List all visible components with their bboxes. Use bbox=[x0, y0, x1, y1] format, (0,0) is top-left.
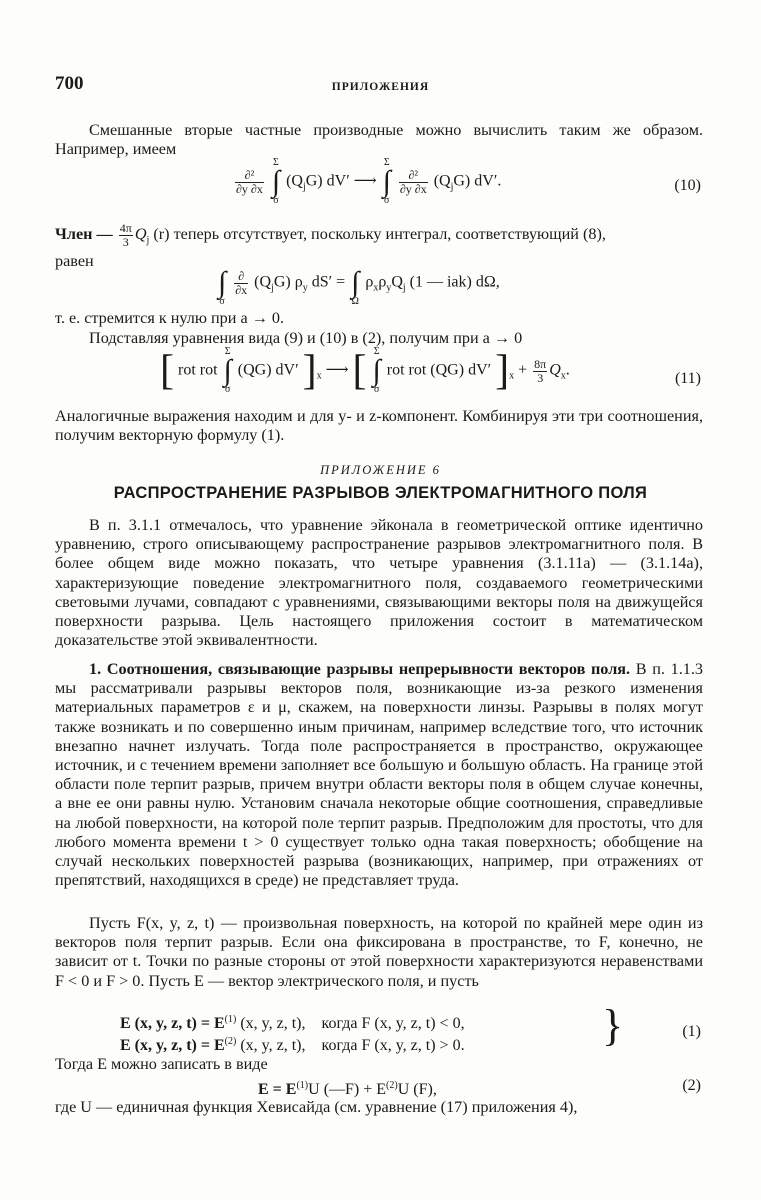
section-1: 1. Соотношения, связывающие разрывы непрерывности векторов поля. В п. 1.1.3 мы рассматривали разрывы векторов поля, возникающие из-за резкого изменения материальных параметров ε и μ, скажем, на поверхности линзы. Разрывы в полях могут также возникать и по совершенно иным причинам, например вследствие того, что источник внезапно начнет излучать. Тогда поле распространяется в пространство, окружающее источник, и с течением времени заполняет все большую и большую область. На границе этой области поле терпит разрыв, причем внутри области векторы поля в общем случае конечны, а вне ее они равны нулю. Установим сначала некоторые общие соотношения, справедливые на любой поверхности, на которой поле терпит разрыв. Предположим для простоты, что для любого момента времени t > 0 существует только одна такая поверхность; обобщение на случай нескольких поверхностей разрыва (возникающих, например, при отражениях от препятствий, находящихся в среде) не представляет труда. bbox=[55, 660, 704, 890]
paragraph-tends-to-zero: т. е. стремится к нулю при a → 0. bbox=[55, 309, 285, 327]
equation-1-line-1: E (x, y, z, $t) = E^{(1)}$ (x, y, z, t), когда F (x, y, z, t) < 0, bbox=[120, 1014, 465, 1032]
paragraph-heaviside: где U — единичная функция Хевисайда (см. уравнение (17) приложения 4), bbox=[55, 1098, 578, 1116]
paragraph-then-e: Тогда E можно записать в виде bbox=[55, 1055, 268, 1073]
paragraph-text: Смешанные вторые частные производные можно вычислить таким же образом. Например, имеем bbox=[55, 121, 703, 159]
paragraph-intro: В п. 3.1.1 отмечалось, что уравнение эйконала в геометрической оптике идентично уравнению, строго описывающему распространение разрывов электромагнитного поля. В более общем виде можно показать, что четыре уравнения (3.1.11а) — (3.1.14а), характеризующие поведение электромагнитного поля, создаваемого геометрическими световыми лучами, совпадают с уравнениями, связывающими векторы поля на движущейся поверхности разрыва. Цель настоящего приложения состоит в математическом доказательстве этой эквивалентности. bbox=[55, 516, 703, 650]
paragraph-analogous: Аналогичные выражения находим и для y- и z-компонент. Комбинируя эти три соотношения, получим векторную формулу (1). bbox=[55, 407, 703, 445]
equation-11: [ rot rot Σ ∫ σ (QG) dV′ ]$_x$ ⟶ [ Σ ∫ σ rot rot (QG) dV′ ]$_x$ + $\frac{8\pi}{3}$ $Q_x$. bbox=[160, 346, 570, 395]
paragraph-surface-f: Пусть F(x, y, z, t) — произвольная поверхность, на которой по крайней мере один из векторов поля терпит разрыв. Если она фиксирована в пространстве, то F, конечно, не зависит от t. Точки по разные стороны от этой поверхности характеризуются неравенствами F < 0 и F > 0. Пусть E — вектор электрического поля, и пусть bbox=[55, 914, 703, 990]
equation-surface-integral: ∫ σ $\frac{\partial}{\partial x}$ $(Q_jG)$ $\rho_y$ dS′ = ∫ Ω $\rho_x\rho_yQ_j$ (1 — iak) dΩ, bbox=[218, 266, 500, 307]
right-brace: } bbox=[602, 1001, 624, 1050]
paragraph-term: Член — $\frac{4\pi}{3}$ $Q_j$ (r) теперь отсутствует, поскольку интеграл, соответствующий (8), равен bbox=[55, 221, 606, 271]
appendix-label: ПРИЛОЖЕНИЕ 6 bbox=[320, 463, 441, 477]
integral-sign: Σ ∫ σ bbox=[271, 157, 281, 206]
section-1-title: 1. Соотношения, связывающие разрывы непрерывности векторов поля. bbox=[89, 660, 631, 678]
page-number: 700 bbox=[55, 73, 84, 94]
fraction-d2-dydx: $\frac{\text{∂²}}{\partial y \partial x}$ bbox=[399, 167, 427, 196]
equation-number-1: (1) bbox=[682, 1023, 701, 1040]
fraction-d2-dydx: $\frac{\text{∂²}}{\partial y \partial x}$ bbox=[236, 167, 263, 196]
equation-number-2: (2) bbox=[682, 1077, 701, 1094]
equation-1-line-2: E (x, y, z, $t) = E^{(2)}$ (x, y, z, t), когда F (x, y, z, t) > 0. bbox=[120, 1036, 465, 1054]
running-head: ПРИЛОЖЕНИЯ bbox=[331, 81, 430, 93]
integral-sign: Σ ∫ σ bbox=[382, 157, 391, 206]
equation-10: $\frac{\text{∂²}}{\partial y \partial x}$ Σ ∫ σ $(Q_jG)$ dV′ ⟶ Σ ∫ σ $\frac{\text{∂²}}{\partial y \partial x}$ $(Q_jG)$ dV′. bbox=[236, 157, 502, 206]
paragraph-mixed-derivatives bbox=[55, 121, 703, 159]
equation-number-10: (10) bbox=[674, 177, 701, 194]
appendix-title: РАСПРОСТРАНЕНИЕ РАЗРЫВОВ ЭЛЕКТРОМАГНИТНОГО ПОЛЯ bbox=[113, 484, 648, 502]
equation-number-11: (11) bbox=[674, 370, 701, 387]
paragraph-substituting: Подставляя уравнения вида (9) и (10) в (2), получим при a → 0 bbox=[89, 329, 523, 347]
equation-2: $E = E^{(1)}U$ (—F) + $E^{(2)}U$ (F), bbox=[258, 1080, 437, 1098]
